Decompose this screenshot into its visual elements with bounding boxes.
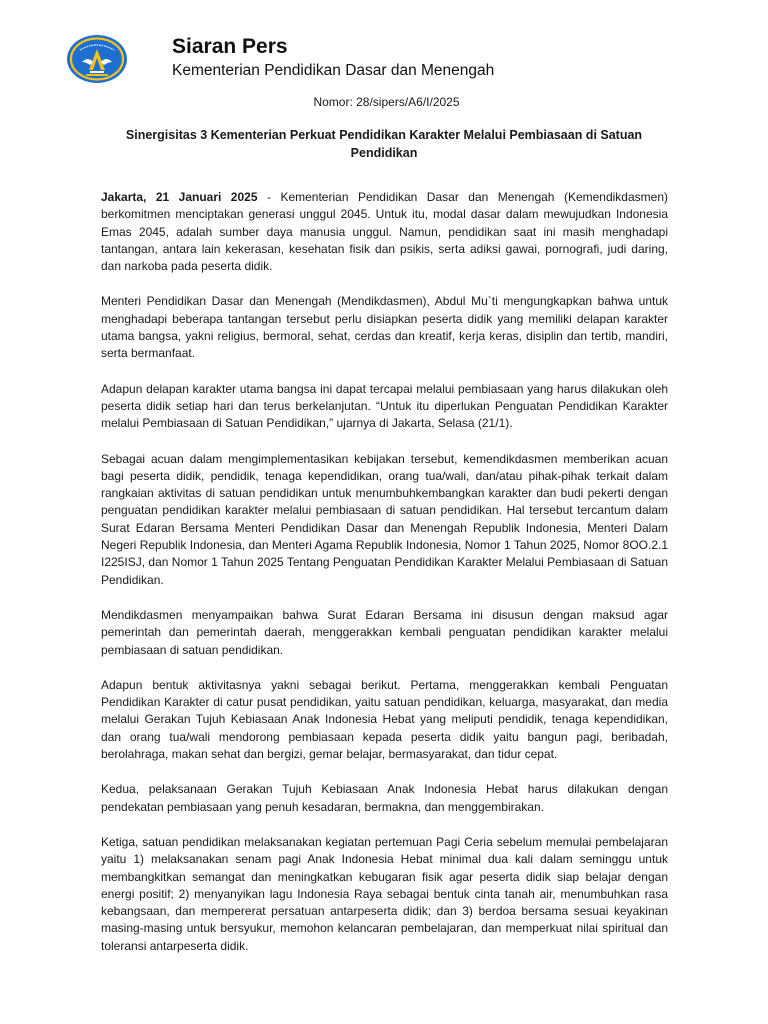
paragraph-4: Sebagai acuan dalam mengimplementasikan kebijakan tersebut, kemendikdasmen memberikan acuan bagi peserta didik, pendidik, tenaga kependidikan, orang tua/wali, dan/atau pihak-pihak terkait dalam rangkaian aktivitas di satuan pendidikan untuk menumbuhkembangkan karakter dan budi pekerti dengan penguatan pendidikan karakter melalui pembiasaan di satuan pendidikan. Hal tersebut tercantum dalam Surat Edaran Bersama Menteri Pendidikan Dasar dan Menengah Republik Indonesia, Menteri Dalam Negeri Republik Indonesia, dan Menteri Agama Republik Indonesia, Nomor 1 Tahun 2025, Nomor 8OO.2.1 I225ISJ, dan Nomor 1 Tahun 2025 Tentang Penguatan Pendidikan Karakter Melalui Pembiasaan di Satuan Pendidikan.: [101, 451, 668, 587]
paragraph-3: Adapun delapan karakter utama bangsa ini dapat tercapai melalui pembiasaan yang harus dilakukan oleh peserta didik setiap hari dan terus berkelanjutan. “Untuk itu diperlukan Penguatan Pendidikan Karakter melalui Pembiasaan di Satuan Pendidikan,” ujarnya di Jakarta, Selasa (21/1).: [101, 381, 668, 431]
document-number: Nomor: 28/sipers/A6/I/2025: [313, 95, 460, 109]
dateline: Jakarta, 21 Januari 2025: [101, 190, 258, 204]
paragraph-2: Menteri Pendidikan Dasar dan Menengah (Mendikdasmen), Abdul Mu`ti mengungkapkan bahwa untuk menghadapi beberapa tantangan tersebut perlu disiapkan peserta didik yang memiliki delapan karakter utama bangsa, yakni religius, bermoral, sehat, cerdas dan kreatif, kerja keras, disiplin dan tertib, mandiri, serta bermanfaat.: [101, 294, 668, 361]
paragraph-7: Kedua, pelaksanaan Gerakan Tujuh Kebiasaan Anak Indonesia Hebat harus dilakukan dengan pendekatan pembiasaan yang penuh kesadaran, bermakna, dan menggembirakan.: [101, 782, 668, 814]
ministry-name: Kementerian Pendidikan Dasar dan Menengah: [172, 62, 495, 79]
paragraph-1: [101, 189, 668, 275]
paragraph-1-text: - Kementerian Pendidikan Dasar dan Menengah (Kemendikdasmen) berkomitmen menciptakan generasi unggul 2045. Untuk itu, modal dasar dalam mewujudkan Indonesia Emas 2045, adalah sumber daya manusia unggul. Namun, pendidikan saat ini masih menghadapi tantangan, antara lain kekerasan, kesehatan fisik dan psikis, serta adiksi gawai, pornografi, judi daring, dan narkoba pada peserta didik.: [101, 190, 668, 274]
headline: Sinergisitas 3 Kementerian Perkuat Pendidikan Karakter Melalui Pembiasaan di Satuan Pendidikan: [125, 128, 643, 160]
paragraph-5: Mendikdasmen menyampaikan bahwa Surat Edaran Bersama ini disusun dengan maksud agar pemerintah dan pemerintah daerah, menggerakkan kembali penguatan pendidikan karakter melalui pembiasaan di satuan pendidikan.: [101, 607, 668, 657]
paragraph-6: Adapun bentuk aktivitasnya yakni sebagai berikut. Pertama, menggerakkan kembali Penguatan Pendidikan Karakter di catur pusat pendidikan, yaitu satuan pendidikan, keluarga, masyarakat, dan media melalui Gerakan Tujuh Kebiasaan Anak Indonesia Hebat yang meliputi pendidik, tenaga kependidikan, dan orang tua/wali mendorong pembiasaan kepada peserta didik yaitu bangun pagi, beribadah, berolahraga, makan sehat dan bergizi, gemar belajar, bermasyarakat, dan tidur cepat.: [101, 677, 668, 762]
paragraph-8: Ketiga, satuan pendidikan melaksanakan kegiatan pertemuan Pagi Ceria sebelum memulai pembelajaran yaitu 1) melaksanakan senam pagi Anak Indonesia Hebat minimal dua kali dalam seminggu untuk membangkitkan semangat dan meningkatkan kebugaran fisik agar peserta didik siap belajar dengan energi positif; 2) menyanyikan lagu Indonesia Raya sebagai bentuk cinta tanah air, menumbuhkan rasa kebangsaan, dan mempererat persatuan antarpeserta didik; dan 3) berdoa bersama sesuai keyakinan masing-masing untuk bersyukur, memohon kelancaran pembelajaran, dan memperkuat nilai spiritual dan toleransi antarpeserta didik.: [101, 834, 668, 953]
tut-wuri-handayani-logo-icon: [66, 34, 128, 84]
press-release-title: Siaran Pers: [172, 35, 288, 58]
article-body: [101, 189, 668, 973]
